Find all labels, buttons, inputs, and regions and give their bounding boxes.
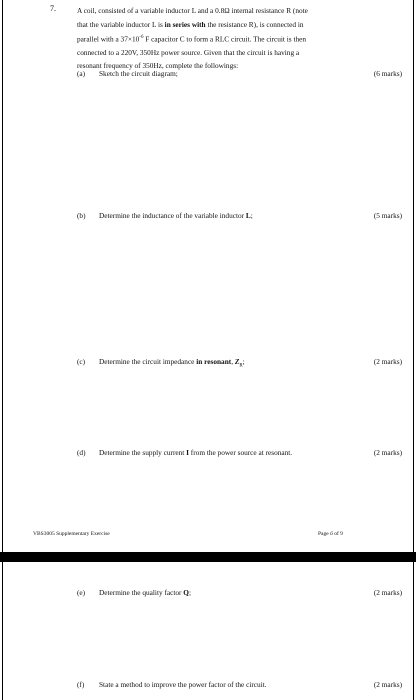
- part-c-label: (c): [77, 357, 86, 366]
- footer-page-of: of: [334, 531, 339, 537]
- page-border-left: [2, 0, 3, 552]
- part-d-symbol: I: [186, 448, 189, 457]
- part-c-text-mid: ,: [231, 357, 235, 366]
- part-b-marks: (5 marks): [373, 211, 402, 220]
- page-separator: [0, 552, 416, 562]
- intro-line-3b: F capacitor C to form a RLC circuit. The circuit is then: [143, 34, 307, 44]
- part-c-text-pre: Determine the circuit impedance: [99, 357, 197, 366]
- part-e-text-pre: Determine the quality factor: [99, 588, 184, 597]
- part-c-symbol: Z: [234, 357, 240, 366]
- intro-line-4: connected to a 220V, 350Hz power source. Given that the circuit is having a: [77, 47, 300, 57]
- part-c-emphasis: in resonant: [196, 357, 232, 366]
- page-7: [0, 562, 416, 700]
- part-b-text-post: ;: [250, 211, 253, 220]
- part-f-text: State a method to improve the power factor of the circuit.: [99, 680, 267, 689]
- part-e-marks: (2 marks): [373, 588, 402, 597]
- page-border-right: [413, 562, 414, 700]
- page-border-right: [413, 0, 414, 552]
- footer-page: [318, 531, 343, 537]
- part-e-text-post: ;: [188, 588, 192, 597]
- part-a-marks: (6 marks): [373, 69, 402, 78]
- part-c-text-post: ;: [242, 357, 245, 366]
- part-b-symbol: L: [245, 211, 251, 220]
- part-e-label: (e): [77, 588, 86, 597]
- part-d-text: [99, 448, 354, 458]
- footer-page-label: Page: [318, 531, 329, 537]
- intro-line-1: A coil, consisted of a variable inductor L and a 0.8Ω internal resistance R (note: [77, 6, 308, 15]
- part-f-label: (f): [77, 680, 85, 689]
- question-intro: [77, 4, 352, 73]
- page-border-left: [2, 562, 3, 700]
- part-b-text: [99, 211, 354, 221]
- part-d-marks: (2 marks): [373, 448, 402, 457]
- part-e-symbol: Q: [183, 588, 189, 597]
- part-c-text: [99, 357, 354, 371]
- part-e-text: [99, 588, 354, 598]
- intro-emphasis: in series with: [164, 19, 206, 29]
- footer-page-number: 6: [330, 531, 333, 537]
- part-d-label: (d): [77, 448, 86, 457]
- intro-line-5: resonant frequency of 350Hz, complete the followings:: [77, 61, 239, 71]
- part-f-marks: (2 marks): [373, 680, 402, 689]
- part-d-text-pre: Determine the supply current: [99, 448, 187, 457]
- intro-line-2a: that the variable inductor L is: [77, 19, 165, 29]
- part-a-text: Sketch the circuit diagram;: [99, 69, 178, 78]
- intro-line-2b: the resistance R), is connected in: [205, 19, 304, 29]
- intro-exponent: -6: [139, 35, 144, 40]
- intro-line-3a: parallel with a 37×10: [77, 34, 140, 44]
- part-d-text-post: from the power source at resonant.: [188, 448, 293, 457]
- part-b-label: (b): [77, 211, 86, 220]
- part-a-label: (a): [77, 69, 86, 78]
- part-c-subscript: R: [239, 363, 243, 369]
- question-number: 7.: [50, 4, 56, 13]
- part-b-text-pre: Determine the inductance of the variable inductor: [99, 211, 246, 220]
- footer-course: VBS3005 Supplementary Exercise: [33, 531, 110, 537]
- footer-page-total: 9: [340, 531, 343, 537]
- part-c-marks: (2 marks): [373, 357, 402, 366]
